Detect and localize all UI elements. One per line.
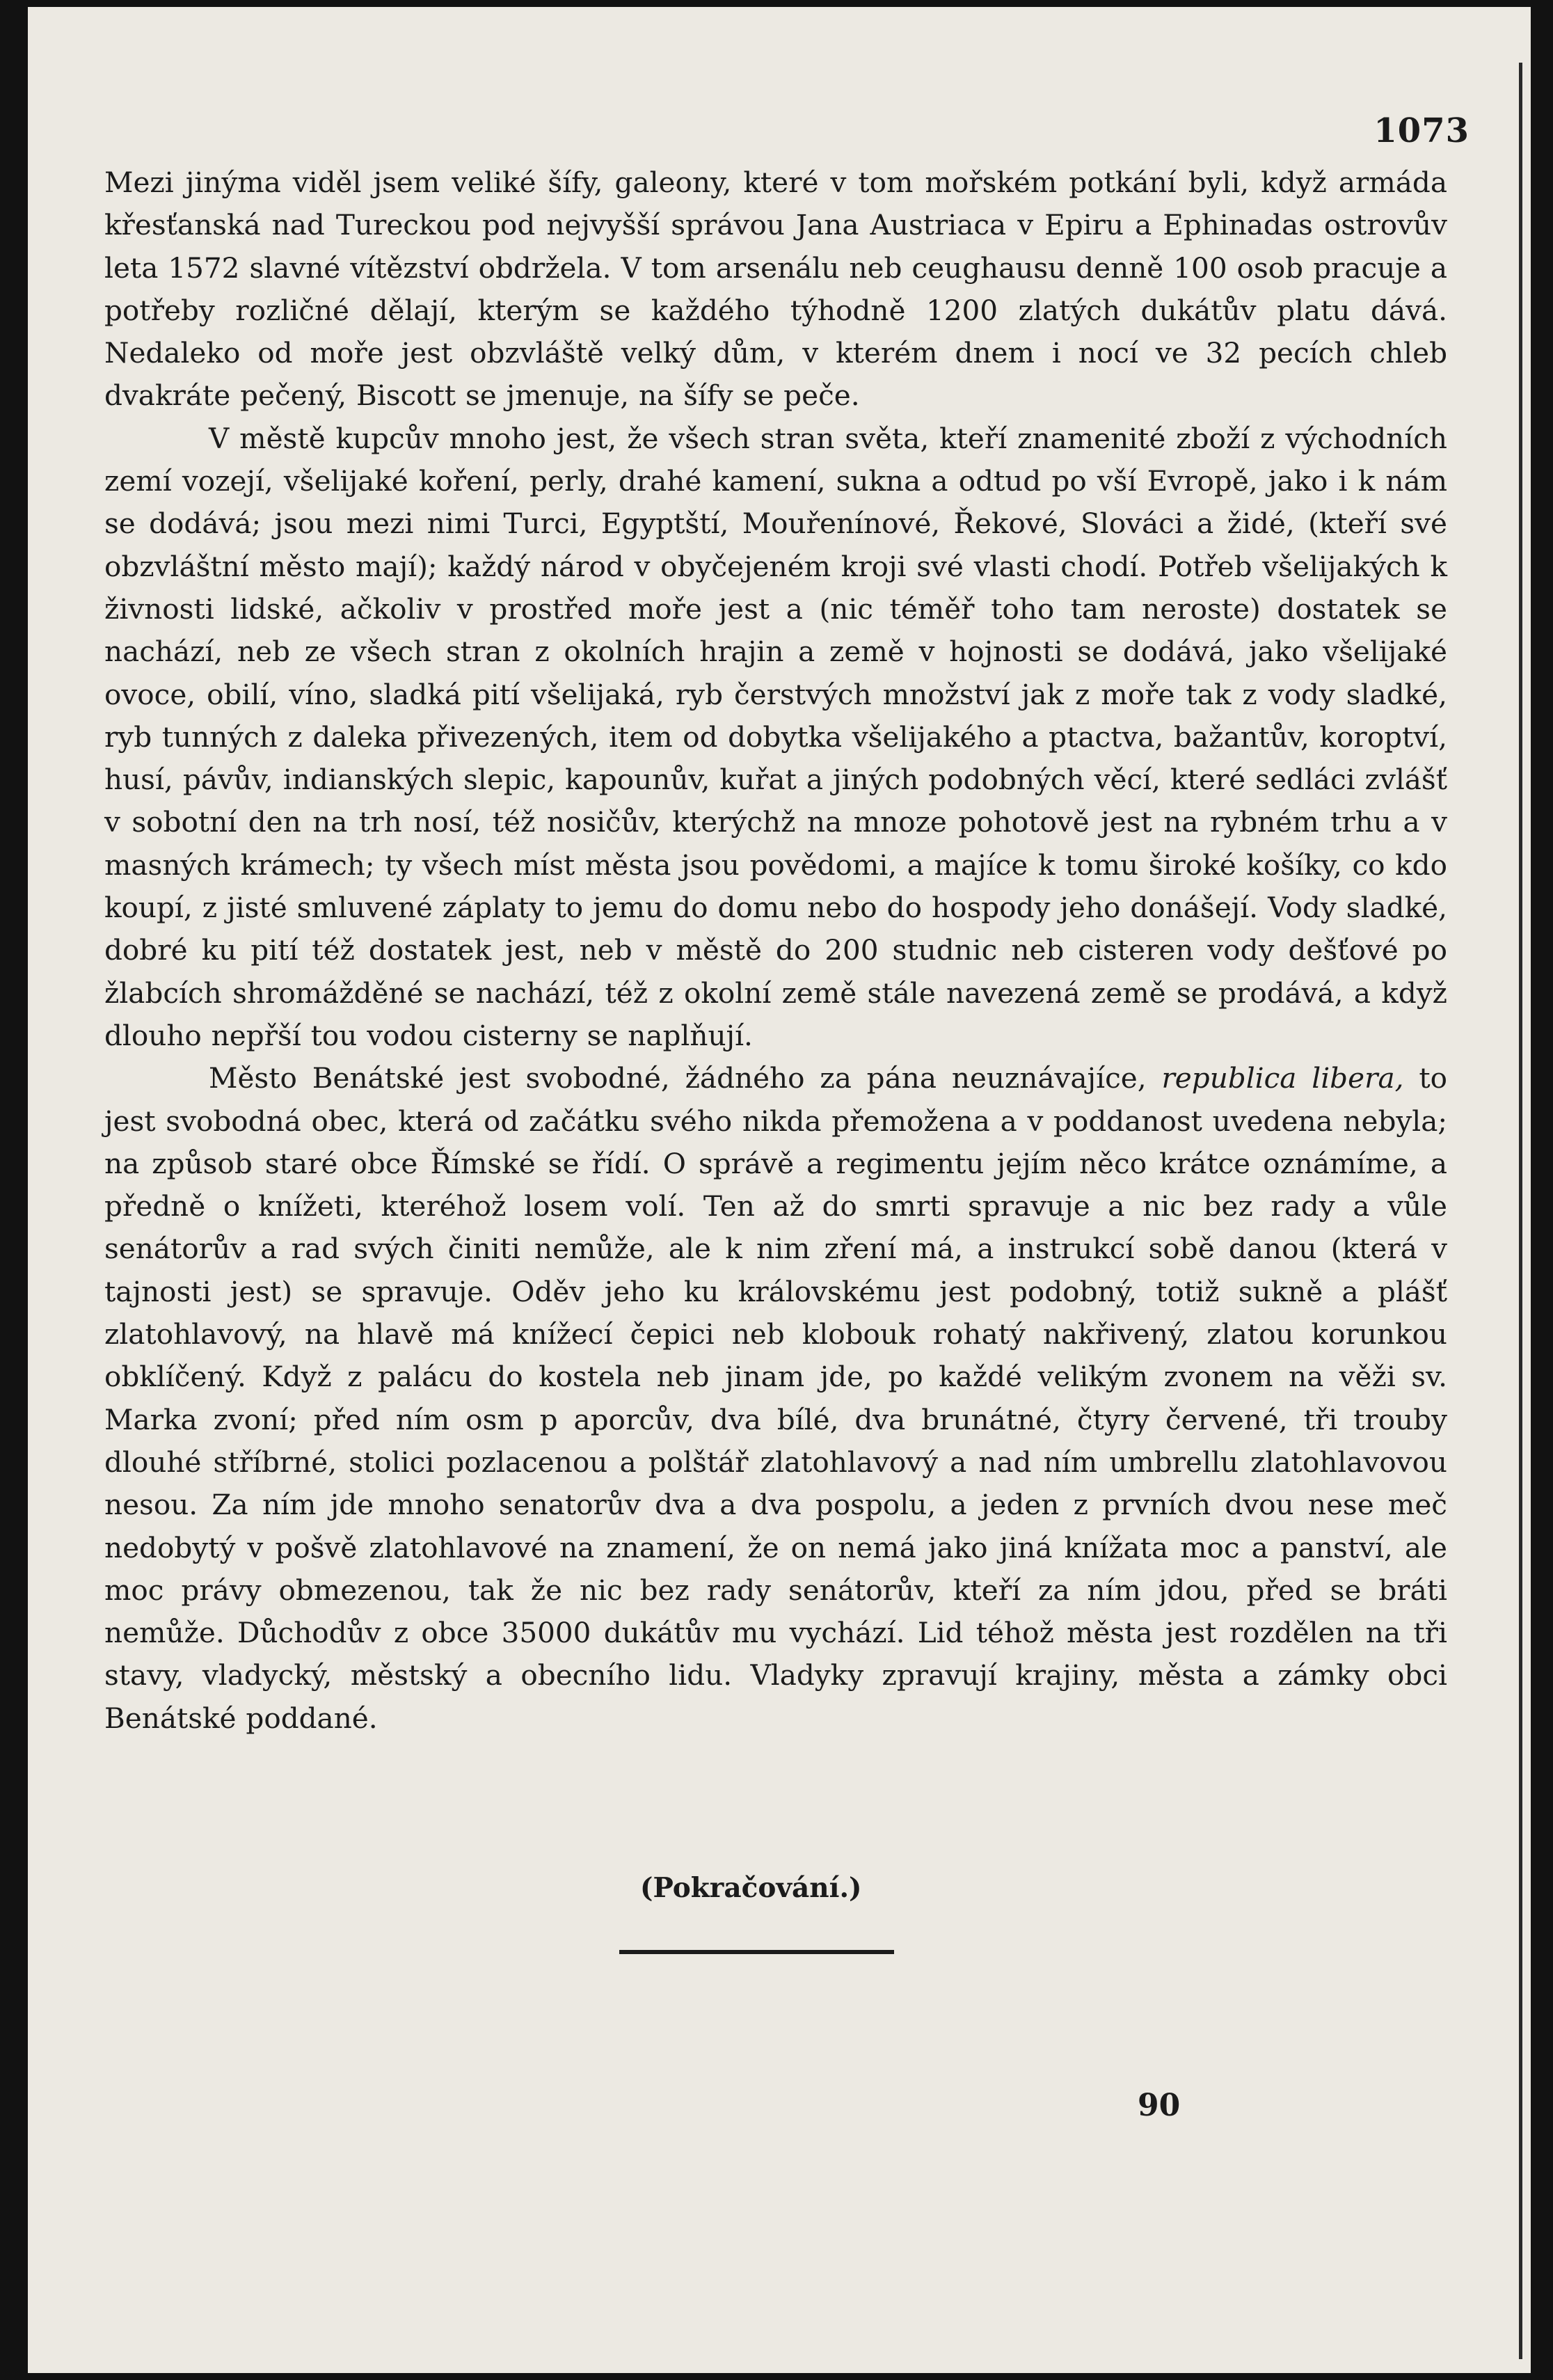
paragraph-republic-text-end: to jest svobodná obec, která od začátku svého nikda přemožena a v poddanost uvedena nebyla; na způsob staré obce Římské se řídí. O správě a regimentu jejím něco krátce oznámíme, a předně o knížeti, kteréhož losem volí. Ten až do smrti spravuje a nic bez rady a vůle senátorův a rad svých činiti nemůže, ale k nim zření má, a instrukcí sobě danou (která v tajnosti jest) se spravuje. Oděv jeho ku královskému jest podobný, totiž sukně a plášť zlatohlavový, na hlavě má knížecí čepici neb klobouk rohatý nakřivený, zlatou korunkou obklíčený. Když z palácu do kostela neb jinam jde, po každé velikým zvonem na věži sv. Marka zvoní; před ním osm p aporcův, dva bílé, dva brunátné, čtyry červené, tři trouby dlouhé stříbrné, stolici pozlacenou a polštář zlatohlavový a nad ním umbrellu zlatohlavovou nesou. Za ním jde mnoho senatorův dva a dva pospolu, a jeden z prvních dvou nese meč nedobytý v pošvě zlatohlavové na znamení, že on nemá jako jiná knížata moc a panství, ale moc právy obmezenou, tak že nic bez rady senátorův, kteří za ním jdou, před se bráti nemůže. Důchodův z obce 35000 dukátův mu vychází. Lid téhož města jest rozdělen na tři stavy, vladycký, městský a obecního lidu. Vladyky zpravují krajiny, města a zámky obci Benátské poddané. — [104, 1061, 1447, 1735]
italic-latin-phrase: republica libera, — [1161, 1061, 1404, 1095]
paragraph-ships-arsenal: Mezi jinýma viděl jsem veliké šífy, galeony, které v tom mořském potkání byli, když armáda křesťanská nad Tureckou pod nejvyšší správou Jana Austriaca v Epiru a Ephinadas ostrovův leta 1572 slavné vítězství obdržela. V tom arsenálu neb ceughausu denně 100 osob pracuje a potřeby rozličné dělají, kterým se každého týhodně 1200 zlatých dukátův platu dává. Nedaleko od moře jest obzvláště velký dům, v kterém dnem i nocí ve 32 pecích chleb dvakráte pečený, Biscott se jmenuje, na šífy se peče. — [104, 166, 1447, 413]
page-number: 1073 — [1373, 111, 1470, 150]
article-body — [104, 161, 1447, 1740]
continued-label: (Pokračování.) — [640, 1872, 862, 1904]
page-edge-shadow — [1519, 63, 1522, 2359]
paragraph-merchants: V městě kupcův mnoho jest, že všech stran světa, kteří znamenité zboží z východních zemí vozejí, všelijaké koření, perly, drahé kamení, sukna a odtud po vší Evropě, jako i k nám se dodává; jsou mezi nimi Turci, Egyptští, Mouřenínové, Řekové, Slováci a židé, (kteří své obzvláštní město mají); každý národ v obyčejeném kroji své vlasti chodí. Potřeb všelijakých k živnosti lidské, ačkoliv v prostřed moře jest a (nic téměř toho tam neroste) dostatek se nachází, neb ze všech stran z okolních hrajin a země v hojnosti se dodává, jako všelijaké ovoce, obilí, víno, sladká pití všelijaká, ryb čerstvých množství jak z moře tak z vody sladké, ryb tunných z daleka přivezených, item od dobytka všelijakého a ptactva, bažantův, koroptví, husí, pávův, indianských slepic, kapounův, kuřat a jiných podobných věcí, které sedláci zvlášť v sobotní den na trh nosí, též nosičův, kterýchž na mnoze pohotově jest na rybném trhu a v masných krámech; ty všech míst města jsou povědomi, a majíce k tomu široké košíky, co kdo koupí, z jisté smluvené záplaty to jemu do domu nebo do hospody jeho donášejí. Vody sladké, dobré ku pití též dostatek jest, neb v městě do 200 studnic neb cisteren vody dešťové po žlabcích shromážděné se nachází, též z okolní země stále navezená země se prodává, a když dlouho nepřší tou vodou cisterny se naplňují. — [104, 421, 1447, 1052]
paragraph-republic — [104, 1057, 1447, 1740]
section-divider — [619, 1950, 894, 1954]
sheet-number: 90 — [1138, 2088, 1181, 2123]
paragraph-republic-text-start: Město Benátské jest svobodné, žádného za pána neuznávajíce, — [209, 1061, 1162, 1095]
page-sheet — [28, 7, 1531, 2373]
